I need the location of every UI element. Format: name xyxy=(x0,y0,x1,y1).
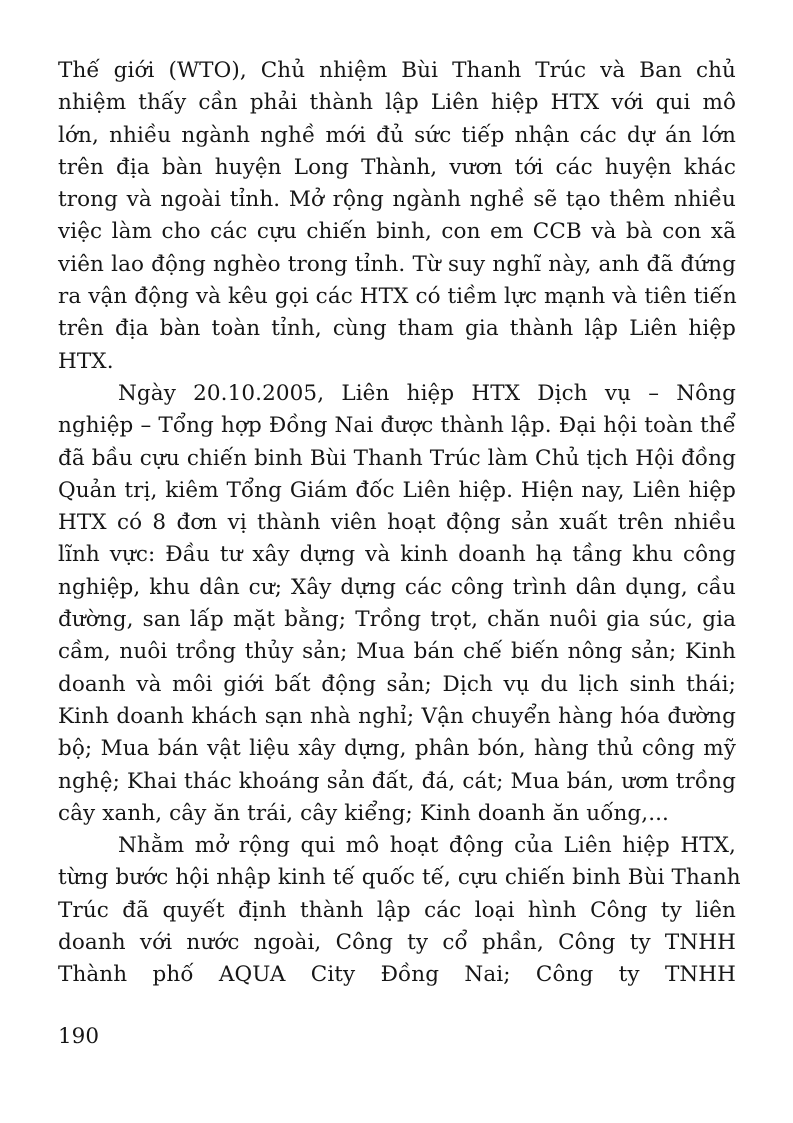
paragraph-2 xyxy=(58,378,736,830)
paragraph-3 xyxy=(58,830,741,991)
text-line: doanh và môi giới bất động sản; Dịch vụ du lịch sinh thái; xyxy=(58,671,736,697)
text-line: cây xanh, cây ăn trái, cây kiểng; Kinh doanh ăn uống,... xyxy=(58,800,669,826)
text-line: viên lao động nghèo trong tỉnh. Từ suy nghĩ này, anh đã đứng xyxy=(58,251,736,277)
text-line: Nhằm mở rộng qui mô hoạt động của Liên hiệp HTX, xyxy=(118,833,736,859)
text-line: đường, san lấp mặt bằng; Trồng trọt, chăn nuôi gia súc, gia xyxy=(58,607,736,633)
text-line: trong và ngoài tỉnh. Mở rộng ngành nghề sẽ tạo thêm nhiều xyxy=(58,187,736,213)
text-line: nghiệp – Tổng hợp Đồng Nai được thành lập. Đại hội toàn thể xyxy=(58,413,736,439)
text-line: nghiệp, khu dân cư; Xây dựng các công trình dân dụng, cầu xyxy=(58,574,736,600)
body-text xyxy=(58,55,741,992)
text-line: HTX. xyxy=(58,348,114,374)
text-line: từng bước hội nhập kinh tế quốc tế, cựu chiến binh Bùi Thanh xyxy=(58,865,741,891)
text-line: Thành phố AQUA City Đồng Nai; Công ty TNHH xyxy=(58,962,736,988)
text-line: trên địa bàn huyện Long Thành, vươn tới các huyện khác xyxy=(58,154,736,180)
text-line: cầm, nuôi trồng thủy sản; Mua bán chế biến nông sản; Kinh xyxy=(58,639,736,665)
paragraph-1 xyxy=(58,55,736,378)
text-line: doanh với nước ngoài, Công ty cổ phần, Công ty TNHH xyxy=(58,930,736,956)
text-line: HTX có 8 đơn vị thành viên hoạt động sản xuất trên nhiều xyxy=(58,510,736,536)
text-line: Ngày 20.10.2005, Liên hiệp HTX Dịch vụ – Nông xyxy=(118,380,736,406)
text-line: nghệ; Khai thác khoáng sản đất, đá, cát; Mua bán, ươm trồng xyxy=(58,768,736,794)
text-line: trên địa bàn toàn tỉnh, cùng tham gia thành lập Liên hiệp xyxy=(58,316,736,342)
text-line: Thế giới (WTO), Chủ nhiệm Bùi Thanh Trúc và Ban chủ xyxy=(58,58,736,83)
text-line: nhiệm thấy cần phải thành lập Liên hiệp HTX với qui mô xyxy=(58,90,736,116)
text-line: Trúc đã quyết định thành lập các loại hình Công ty liên xyxy=(58,897,736,923)
text-line: bộ; Mua bán vật liệu xây dựng, phân bón, hàng thủ công mỹ xyxy=(58,736,736,762)
text-line: lớn, nhiều ngành nghề mới đủ sức tiếp nhận các dự án lớn xyxy=(58,122,736,148)
text-line: đã bầu cựu chiến binh Bùi Thanh Trúc làm Chủ tịch Hội đồng xyxy=(58,445,736,471)
text-line: Quản trị, kiêm Tổng Giám đốc Liên hiệp. Hiện nay, Liên hiệp xyxy=(58,477,736,503)
text-line: lĩnh vực: Đầu tư xây dựng và kinh doanh hạ tầng khu công xyxy=(58,542,736,568)
page-number: 190 xyxy=(58,1024,100,1049)
text-line: ra vận động và kêu gọi các HTX có tiềm lực mạnh và tiên tiến xyxy=(58,284,737,310)
text-line: Kinh doanh khách sạn nhà nghỉ; Vận chuyển hàng hóa đường xyxy=(58,703,736,729)
text-line: việc làm cho các cựu chiến binh, con em CCB và bà con xã xyxy=(58,219,736,245)
